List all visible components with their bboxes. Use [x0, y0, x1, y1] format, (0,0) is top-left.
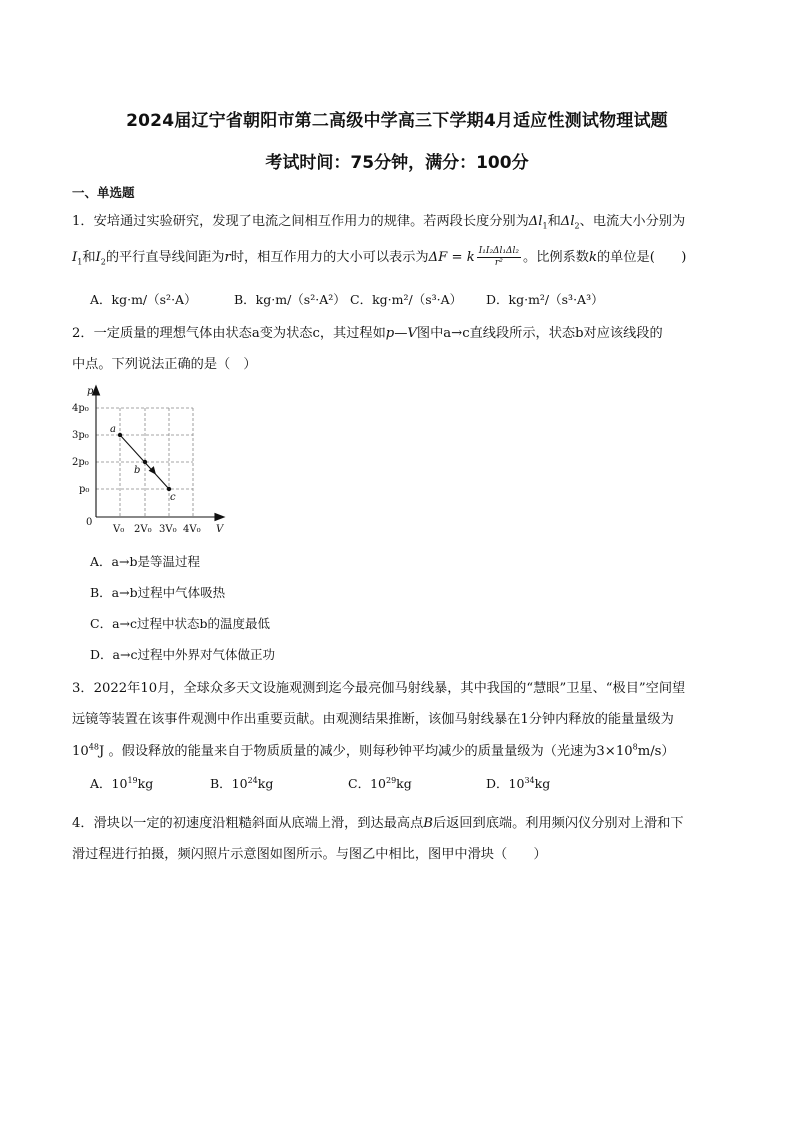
y-tick-p0: p₀: [79, 484, 90, 495]
graph-axes: [93, 386, 225, 521]
q2-option-a: A．a→b是等温过程: [90, 554, 200, 569]
q3-line1: 3．2022年10月，全球众多天文设施观测到迄今最亮伽马射线暴，其中我国的“慧眼”卫星、“极目”空间望: [72, 681, 686, 696]
q1-option-c: C．kg·m²/（s³·A）: [350, 292, 463, 307]
point-c: [167, 487, 171, 491]
q3-option-d: D．$10^{34}kg$: [486, 775, 551, 791]
y-tick-3p0: 3p₀: [72, 430, 89, 441]
q1-option-a: A．kg·m/（s²·A）: [90, 292, 197, 307]
q3-option-b: B．$10^{24}kg$: [210, 775, 274, 791]
q2-line1: 2．一定质量的理想气体由状态a变为状态c，其过程如p—V图中a→c直线段所示，状态b对应该线段的: [72, 326, 663, 341]
q3-line2: 远镜等装置在该事件观测中作出重要贡献。由观测结果推断，该伽马射线暴在1分钟内释放的能量量级为: [72, 712, 674, 727]
pv-graph: [70, 380, 240, 540]
section-heading: 一、单选题: [72, 185, 135, 200]
x-axis-label: V: [216, 524, 224, 535]
x-tick-3v0: 3V₀: [159, 524, 177, 535]
q3-option-a: A．$10^{19}kg$: [90, 775, 154, 791]
q4-line1: 4．滑块以一定的初速度沿粗糙斜面从底端上滑，到达最高点B后返回到底端。利用频闪仪分别对上滑和下: [72, 816, 684, 831]
q1-line1: 1．安培通过实验研究，发现了电流之间相互作用力的规律。若两段长度分别为$\Delta l_1$和$\Delta l_2$、电流大小分别为: [72, 214, 686, 231]
q2-option-d: D．a→c过程中外界对气体做正功: [90, 647, 275, 662]
x-tick-2v0: 2V₀: [134, 524, 152, 535]
x-tick-v0: V₀: [113, 524, 125, 535]
y-axis-label: p: [87, 386, 94, 397]
q1-option-d: D．kg·m²/（s³·A³）: [486, 292, 604, 307]
exam-info: 考试时间：75分钟，满分：100分: [265, 153, 529, 173]
point-b: [143, 460, 147, 464]
formula-lhs: ΔF = k: [428, 250, 475, 265]
y-tick-4p0: 4p₀: [72, 403, 89, 414]
q2-option-b: B．a→b过程中气体吸热: [90, 585, 226, 600]
q3-line3: $10^{48}J$ 。假设释放的能量来自于物质质量的减少，则每秒钟平均减少的质量量级为（光速为$3\times 10^8m/s$）: [72, 742, 675, 759]
page-title: 2024届辽宁省朝阳市第二高级中学高三下学期4月适应性测试物理试题: [126, 111, 668, 131]
q1-line2: $I_1$和$I_2$的平行直导线间距为r时，相互作用力的大小可以表示为ΔF = k $\frac{\text{I₁I₂Δl₁Δl₂}}{\text{r²}}$ 。比例系数k的单位是( ): [72, 246, 687, 268]
point-a-label: a: [110, 424, 116, 435]
point-b-label: b: [134, 465, 141, 476]
q2-line2: 中点。下列说法正确的是（ ）: [72, 357, 257, 372]
q1-option-b: B．kg·m/（s²·A²）: [234, 292, 346, 307]
point-a: [118, 433, 122, 437]
q3-option-c: C．$10^{29}kg$: [348, 775, 412, 791]
origin-label: 0: [86, 517, 93, 528]
q4-line2: 滑过程进行拍摄，频闪照片示意图如图所示。与图乙中相比，图甲中滑块（ ）: [72, 847, 547, 862]
point-c-label: c: [170, 492, 176, 503]
y-tick-2p0: 2p₀: [72, 457, 89, 468]
x-tick-4v0: 4V₀: [183, 524, 201, 535]
q2-option-c: C．a→c过程中状态b的温度最低: [90, 616, 270, 631]
formula-fraction: $\frac{\text{I₁I₂Δl₁Δl₂}}{\text{r²}}$: [478, 246, 520, 268]
